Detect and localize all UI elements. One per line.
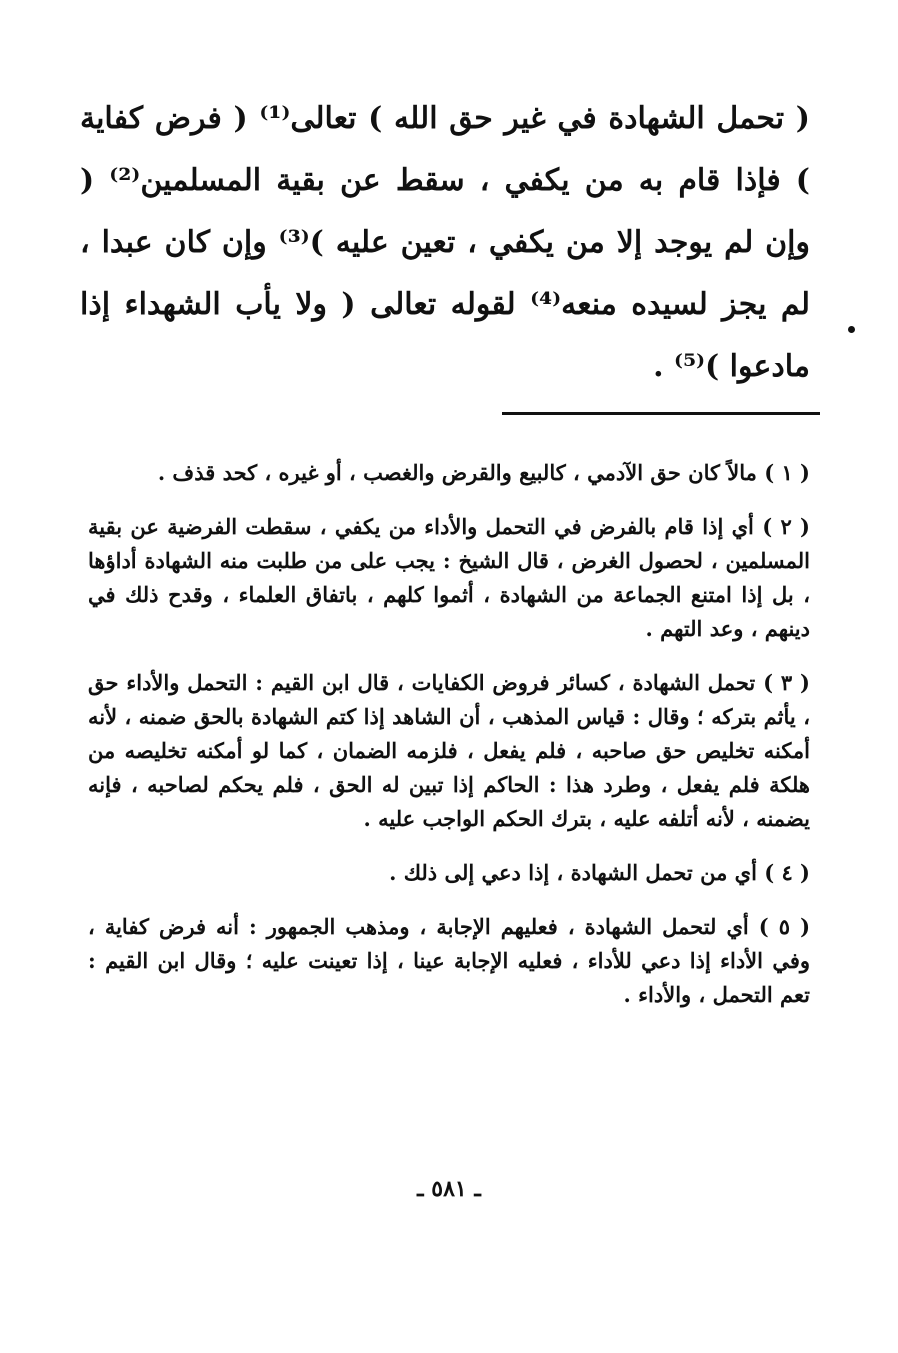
- footnotes-section: [88, 456, 810, 1032]
- footnote-separator: [502, 412, 820, 415]
- margin-dot: [848, 326, 855, 333]
- footnote-1: ( ١ ) مالاً كان حق الآدمي ، كالبيع والقرض والغصب ، أو غيره ، كحد قذف .: [157, 460, 810, 485]
- footnote-2: ( ٢ ) أي إذا قام بالفرض في التحمل والأداء من يكفي ، سقطت الفرضية عن بقية المسلمين ، لحصول الغرض ، قال الشيخ : يجب على من طلبت منه الشهادة أداؤها ، بل إذا امتنع الجماعة من الشهادة ، أثموا كلهم ، باتفاق العلماء ، وقدح ذلك في دينهم ، وعد التهم .: [88, 514, 810, 641]
- main-paragraph: ( تحمل الشهادة في غير حق الله ) تعالى⁽¹⁾ ( فرض كفاية ) فإذا قام به من يكفي ، سقط عن بقية المسلمين⁽²⁾ ( وإن لم يوجد إلا من يكفي ، تعين عليه )⁽³⁾ وإن كان عبدا ، لم يجز لسيده منعه⁽⁴⁾ لقوله تعالى ( ولا يأب الشهداء إذا مادعوا )⁽⁵⁾ .: [80, 101, 810, 384]
- footnote-3: ( ٣ ) تحمل الشهادة ، كسائر فروض الكفايات ، قال ابن القيم : التحمل والأداء حق ، يأثم بتركه ؛ وقال : قياس المذهب ، أن الشاهد إذا كتم الشهادة بالحق ضمنه ، لأنه أمكنه تخليص حق صاحبه ، فلم يفعل ، فلزمه الضمان ، كما لو أمكنه تخليصه من هلكة فلم يفعل ، وطرد هذا : الحاكم إذا تبين له الحق ، فلم يحكم لصاحبه ، فإنه يضمنه ، لأنه أتلفه عليه ، بترك الحكم الواجب عليه .: [88, 670, 810, 831]
- footnote-5: ( ٥ ) أي لتحمل الشهادة ، فعليهم الإجابة ، ومذهب الجمهور : أنه فرض كفاية ، وفي الأداء إذا دعي للأداء ، فعليه الإجابة عينا ، إذا تعينت عليه ؛ وقال ابن القيم : تعم التحمل ، والأداء .: [88, 914, 811, 1007]
- footnote-4: ( ٤ ) أي من تحمل الشهادة ، إذا دعي إلى ذلك .: [389, 860, 810, 885]
- page-number: ـ ٥٨١ ـ: [417, 1176, 481, 1202]
